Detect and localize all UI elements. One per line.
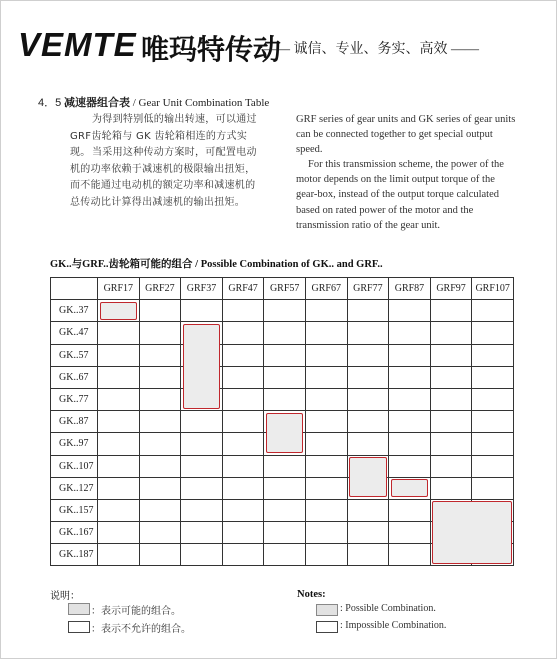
section-title-en: / Gear Unit Combination Table (132, 97, 270, 109)
table-cell (264, 477, 306, 499)
table-cell (305, 366, 347, 388)
row-label: GK..167 (51, 522, 98, 544)
table-cell (389, 455, 431, 477)
table-cell (139, 322, 181, 344)
table-cell (347, 544, 389, 566)
table-row (51, 455, 514, 477)
row-label: GK..77 (51, 388, 98, 410)
row-label: GK..67 (51, 366, 98, 388)
table-cell (389, 433, 431, 455)
possible-combination-box (432, 501, 511, 564)
table-cell (181, 455, 223, 477)
row-label: GK..47 (51, 322, 98, 344)
table-cell (139, 455, 181, 477)
table-cell (139, 544, 181, 566)
table-cell (98, 455, 140, 477)
table-cell (222, 322, 264, 344)
table-cell (98, 433, 140, 455)
table-header-row (51, 278, 514, 300)
table-cell (347, 344, 389, 366)
table-cell (139, 411, 181, 433)
table-cell (472, 366, 514, 388)
table-cell (139, 433, 181, 455)
column-header: GRF47 (222, 278, 264, 300)
table-cell (264, 300, 306, 322)
table-cell (181, 544, 223, 566)
table-cell (264, 522, 306, 544)
table-cell (472, 388, 514, 410)
table-cell (472, 411, 514, 433)
table-cell (347, 322, 389, 344)
table-cell (305, 411, 347, 433)
table-cell (222, 544, 264, 566)
table-cell (305, 522, 347, 544)
legend-possible-label-cn: ：表示可能的组合。 (91, 606, 181, 617)
table-cell (139, 477, 181, 499)
table-cell (222, 366, 264, 388)
table-cell (305, 544, 347, 566)
legend-title-en: Notes: (297, 589, 326, 600)
table-row (51, 366, 514, 388)
table-cell (305, 477, 347, 499)
table-cell (222, 300, 264, 322)
table-cell (139, 344, 181, 366)
intro-cn-paragraph-2: 当采用这种传动方案时，可配置电动机的功率依赖于减速机的极限输出扭矩，而不能通过电动机的额定功率和减速机的总传动比计算得出减速机的输出扭矩。 (70, 147, 257, 208)
table-row (51, 388, 514, 410)
table-cell (389, 411, 431, 433)
table-cell (430, 477, 472, 499)
table-cell (98, 322, 140, 344)
table-cell (264, 499, 306, 521)
row-label: GK..127 (51, 477, 98, 499)
table-cell (347, 522, 389, 544)
table-cell (222, 455, 264, 477)
table-cell (222, 499, 264, 521)
table-cell (430, 366, 472, 388)
row-label: GK..57 (51, 344, 98, 366)
possible-combination-box (183, 324, 221, 409)
table-cell (305, 433, 347, 455)
intro-cn-paragraph-1: 为得到特别低的输出转速，可以通过GRF齿轮箱与 GK 齿轮箱相连的方式实现。 (70, 114, 257, 158)
table-cell (98, 344, 140, 366)
possible-combination-box (391, 479, 429, 497)
table-cell (305, 344, 347, 366)
table-cell (139, 388, 181, 410)
table-cell (98, 411, 140, 433)
table-cell (222, 477, 264, 499)
table-corner-cell (51, 278, 98, 300)
table-cell (222, 388, 264, 410)
column-header: GRF17 (98, 278, 140, 300)
table-cell (98, 522, 140, 544)
intro-en-paragraph-2: For this transmission scheme, the power of the motor depends on the limit output torque of the gear-box, instead of the output torque calculated based on rated power of the motor and the transmission ratio of the gear unit. (296, 159, 504, 231)
column-header: GRF57 (264, 278, 306, 300)
table-cell (139, 499, 181, 521)
table-cell (305, 455, 347, 477)
table-cell (430, 344, 472, 366)
table-cell (264, 544, 306, 566)
row-label: GK..37 (51, 300, 98, 322)
table-cell (347, 300, 389, 322)
legend-impossible-swatch-en (316, 621, 338, 633)
row-label: GK..87 (51, 411, 98, 433)
table-cell (430, 411, 472, 433)
table-cell (389, 499, 431, 521)
brand-logo: VEMTE (18, 26, 137, 63)
legend-impossible-swatch-cn (68, 621, 90, 633)
table-cell (181, 522, 223, 544)
row-label: GK..187 (51, 544, 98, 566)
table-cell (222, 411, 264, 433)
table-cell (98, 366, 140, 388)
table-cell (472, 322, 514, 344)
table-cell (389, 300, 431, 322)
row-label: GK..97 (51, 433, 98, 455)
table-cell (181, 300, 223, 322)
table-cell (472, 300, 514, 322)
table-cell (181, 499, 223, 521)
table-cell (181, 477, 223, 499)
section-title (38, 94, 269, 110)
brand-name-cn: 唯玛特传动 (141, 33, 282, 66)
table-cell (139, 522, 181, 544)
legend-impossible-label-cn: ：表示不允许的组合。 (91, 624, 191, 635)
possible-combination-box (349, 457, 387, 497)
column-header: GRF97 (430, 278, 472, 300)
table-cell (264, 366, 306, 388)
table-cell (305, 499, 347, 521)
table-cell (472, 433, 514, 455)
table-cell (181, 433, 223, 455)
table-cell (222, 522, 264, 544)
table-cell (430, 455, 472, 477)
table-cell (472, 455, 514, 477)
section-number: 4．5 (38, 97, 62, 109)
table-cell (264, 322, 306, 344)
table-cell (347, 411, 389, 433)
table-cell (181, 411, 223, 433)
table-cell (305, 300, 347, 322)
table-cell (430, 322, 472, 344)
column-header: GRF67 (305, 278, 347, 300)
table-cell (98, 544, 140, 566)
table-cell (389, 366, 431, 388)
table-cell (98, 388, 140, 410)
table-cell (139, 300, 181, 322)
table-cell (389, 322, 431, 344)
table-row (51, 322, 514, 344)
table-cell (472, 477, 514, 499)
table-cell (347, 388, 389, 410)
table-cell (222, 344, 264, 366)
table-cell (264, 388, 306, 410)
section-title-cn: 减速器组合表 (64, 96, 130, 109)
table-cell (222, 433, 264, 455)
legend-impossible-label-en: : Impossible Combination. (340, 620, 447, 631)
table-cell (347, 499, 389, 521)
table-cell (264, 455, 306, 477)
table-cell (430, 433, 472, 455)
table-cell (305, 322, 347, 344)
table-cell (430, 388, 472, 410)
column-header: GRF107 (472, 278, 514, 300)
table-cell (389, 344, 431, 366)
row-label: GK..107 (51, 455, 98, 477)
table-cell (98, 477, 140, 499)
legend-possible-label-en: : Possible Combination. (340, 603, 436, 614)
table-caption: GK..与GRF..齿轮箱可能的组合 / Possible Combination of GK.. and GRF.. (50, 259, 383, 270)
intro-en-paragraph-1: GRF series of gear units and GK series of gear units can be connected together to get special output speed. (296, 114, 516, 156)
possible-combination-box (266, 413, 304, 453)
table-cell (389, 522, 431, 544)
table-cell (347, 433, 389, 455)
legend-possible-swatch-en (316, 604, 338, 616)
table-cell (347, 366, 389, 388)
table-cell (389, 388, 431, 410)
legend-possible-swatch-cn (68, 603, 90, 615)
table-cell (305, 388, 347, 410)
possible-combination-box (100, 302, 138, 320)
table-cell (472, 344, 514, 366)
slogan: —— 诚信、专业、务实、高效 —— (262, 42, 479, 57)
column-header: GRF27 (139, 278, 181, 300)
column-header: GRF87 (389, 278, 431, 300)
table-cell (139, 366, 181, 388)
table-cell (389, 544, 431, 566)
column-header: GRF77 (347, 278, 389, 300)
table-cell (430, 300, 472, 322)
table-cell (264, 344, 306, 366)
table-row (51, 477, 514, 499)
legend-title-cn: 说明： (50, 591, 80, 602)
row-label: GK..157 (51, 499, 98, 521)
table-row (51, 344, 514, 366)
column-header: GRF37 (181, 278, 223, 300)
table-cell (98, 499, 140, 521)
